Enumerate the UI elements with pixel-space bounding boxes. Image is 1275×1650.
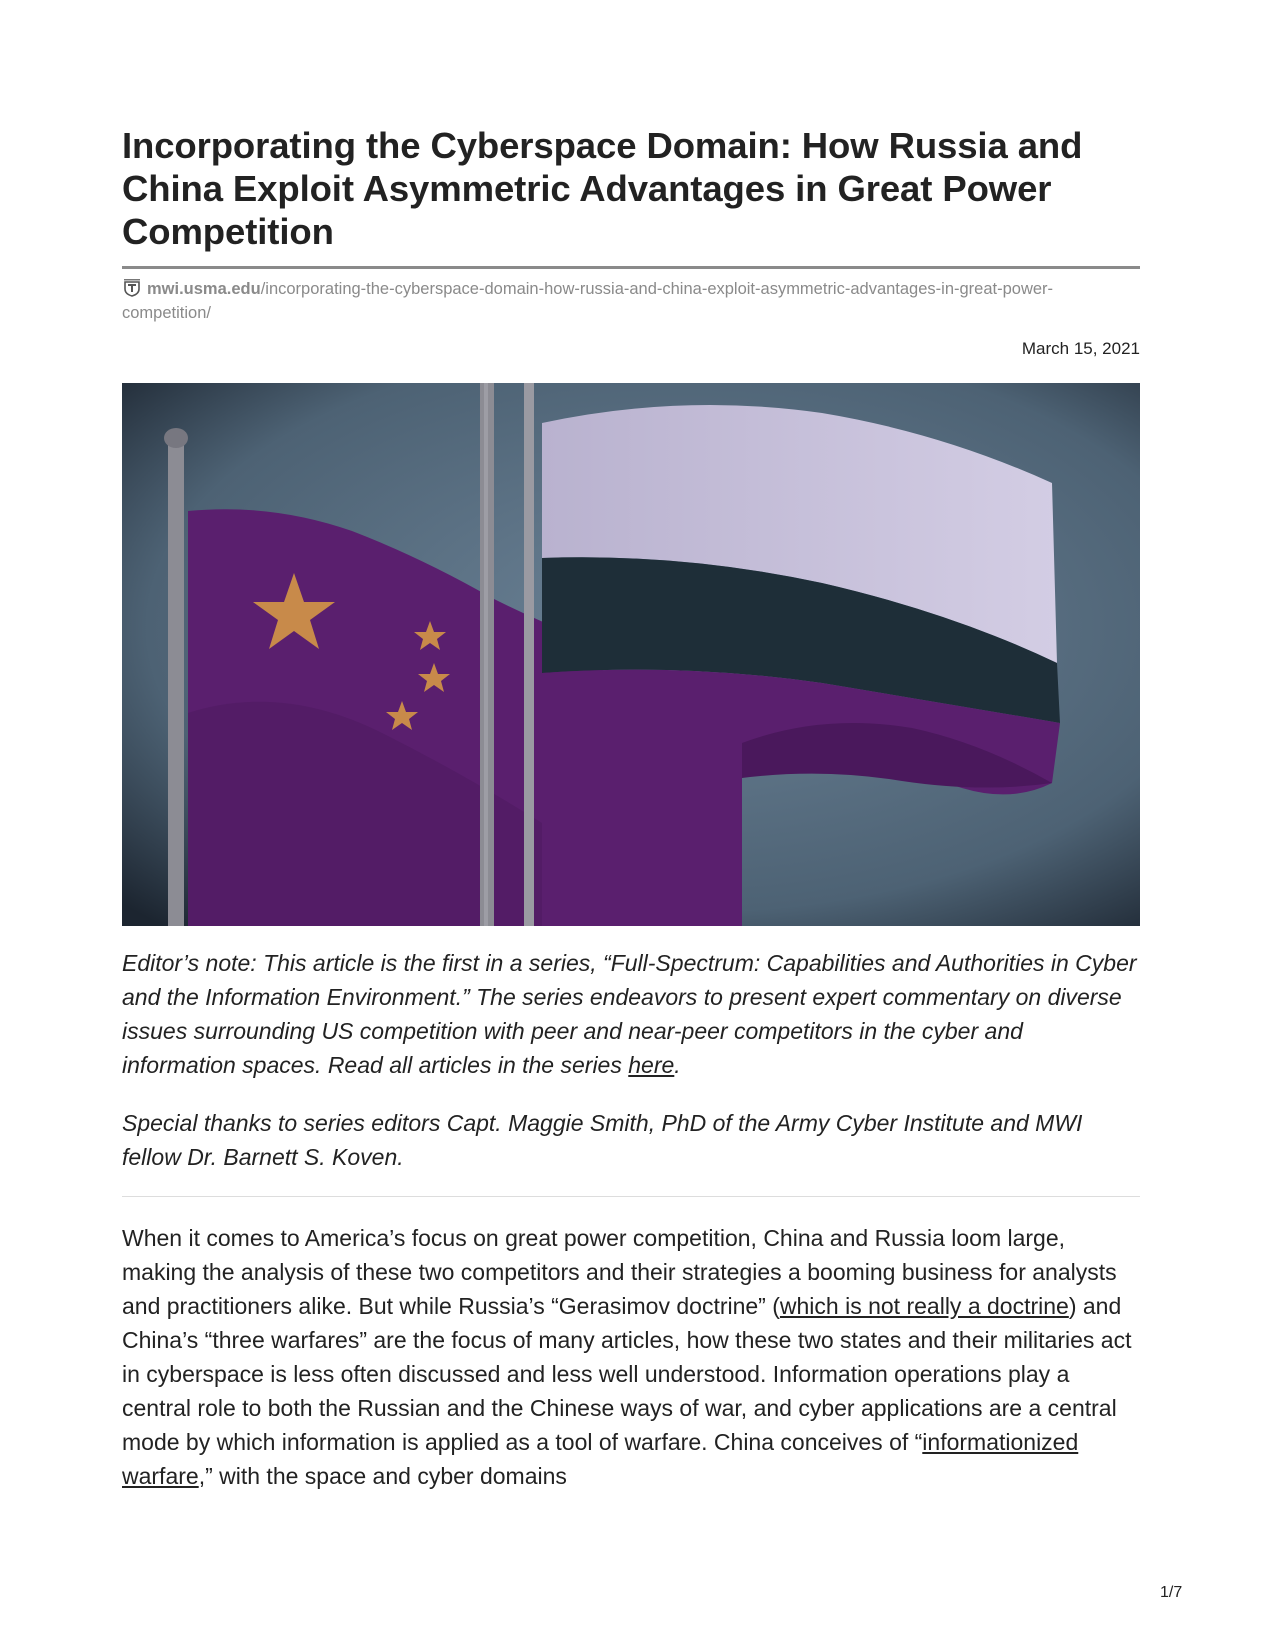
page-number: 1/7: [1160, 1584, 1183, 1601]
article-body: [122, 1221, 1140, 1493]
editors-note-text: Editor’s note: This article is the first in a series, “Full-Spectrum: Capabilities and Authorities in Cyber and the Information Environment.” The series endeavors to present expert commentary on diverse issues surrounding US competition with peer and near-peer competitors in the cyber and information spaces. Read all articles in the series: [122, 950, 1137, 1078]
publish-date: March 15, 2021: [1021, 339, 1140, 358]
doctrine-link[interactable]: which is not really a doctrine: [779, 1293, 1069, 1319]
body-text-1: When it comes to America’s focus on great power competition, China and Russia loom large, making the analysis of these two competitors and their strategies a booming business for analysts and practitioners alike. But while Russia’s “Gerasimov doctrine” (: [122, 1225, 1117, 1319]
flags-hero-image: [122, 383, 1140, 926]
special-thanks-paragraph: Special thanks to series editors Capt. Maggie Smith, PhD of the Army Cyber Institute and MWI fellow Dr. Barnett S. Koven.: [122, 1110, 1083, 1170]
informationized-warfare-link[interactable]: informationized warfare: [122, 1429, 1079, 1489]
source-path: /incorporating-the-cyberspace-domain-how-russia-and-china-exploit-asymmetric-advantages-in-great-power-competition/: [122, 280, 1054, 322]
source-domain: mwi.usma.edu: [147, 280, 261, 298]
editors-note: [122, 946, 1140, 1174]
body-text-3: ,” with the space and cyber domains: [198, 1463, 567, 1489]
section-divider: [122, 1196, 1140, 1197]
series-link[interactable]: here: [628, 1052, 675, 1078]
title-divider: [122, 266, 1140, 269]
body-paragraph: [122, 1221, 1140, 1493]
article: [122, 124, 1140, 1493]
west-point-crest-icon: [122, 279, 142, 297]
editors-note-paragraph: [122, 946, 1140, 1082]
source-url[interactable]: [122, 277, 1140, 325]
left-flagpole: [168, 443, 184, 926]
page-title: Incorporating the Cyberspace Domain: How Russia and China Exploit Asymmetric Advantages in Great Power Competition: [122, 125, 1083, 252]
editors-note-period: .: [674, 1052, 681, 1078]
body-text-2: ) and China’s “three warfares” are the focus of many articles, how these two states and their militaries act in cyberspace is less often discussed and less well understood. Information operations play a central role to both the Russian and the Chinese ways of war, and cyber applications are a central mode by which information is applied as a tool of warfare. China conceives of “: [122, 1293, 1132, 1455]
right-flagpole: [524, 383, 534, 926]
